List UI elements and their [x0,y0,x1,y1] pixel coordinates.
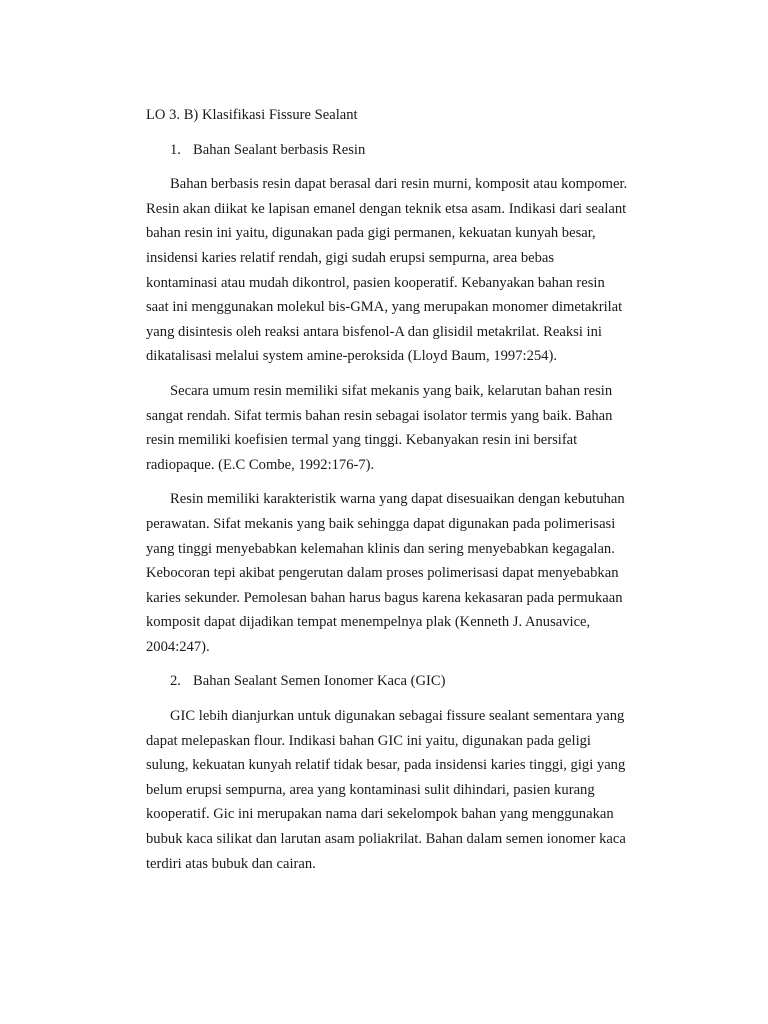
paragraph-line: terdiri atas bubuk dan cairan. [146,855,316,872]
section-2-title: Bahan Sealant Semen Ionomer Kaca (GIC) [193,673,446,690]
section-2-number: 2. [170,673,181,690]
paragraph-line: 2004:247). [146,638,210,655]
paragraph-line: radiopaque. (E.C Combe, 1992:176-7). [146,456,375,473]
paragraph-line: bubuk kaca silikat dan larutan asam poliakrilat. Bahan dalam semen ionomer kaca [146,831,626,848]
paragraph-line: belum erupsi sempurna, area yang kontaminasi sulit dihindari, pasien kurang [146,781,595,798]
paragraph-resin-characteristics [146,487,660,659]
paragraph-line: Kebocoran tepi akibat pengerutan dalam proses polimerisasi dapat menyebabkan [146,565,619,582]
paragraph-line: Resin akan diikat ke lapisan emanel dengan teknik etsa asam. Indikasi dari sealant [146,200,627,217]
paragraph-line: sulung, kekuatan kunyah relatif tidak besar, pada insidensi karies tinggi, gigi yang [146,757,626,774]
paragraph-line: insidensi karies relatif rendah, gigi sudah erupsi sempurna, area bebas [146,249,555,266]
paragraph-line: GIC lebih dianjurkan untuk digunakan sebagai fissure sealant sementara yang [170,708,625,725]
paragraph-line: kooperatif. Gic ini merupakan nama dari sekelompok bahan yang menggunakan [146,806,614,823]
paragraph-line: saat ini menggunakan molekul bis-GMA, yang merupakan monomer dimetakrilat [146,299,623,316]
document-heading: LO 3. B) Klasifikasi Fissure Sealant [146,107,358,123]
paragraph-line: yang disintesis oleh reaksi antara bisfenol-A dan glisidil metakrilat. Reaksi ini [146,323,602,340]
paragraph-line: Bahan berbasis resin dapat berasal dari resin murni, komposit atau kompomer. [170,176,628,193]
paragraph-line: Secara umum resin memiliki sifat mekanis yang baik, kelarutan bahan resin [170,382,613,399]
paragraph-line: kontaminasi atau mudah dikontrol, pasien kooperatif. Kebanyakan bahan resin [146,274,605,291]
paragraph-line: perawatan. Sifat mekanis yang baik sehingga dapat digunakan pada polimerisasi [146,515,616,532]
paragraph-gic [146,704,660,876]
section-1-title: Bahan Sealant berbasis Resin [193,141,366,158]
paragraph-line: resin memiliki koefisien termal yang tinggi. Kebanyakan resin ini bersifat [146,432,578,449]
section-1-number: 1. [170,141,181,158]
paragraph-line: karies sekunder. Pemolesan bahan harus bagus karena kekasaran pada permukaan [146,589,623,606]
paragraph-resin-intro [146,172,660,369]
paragraph-line: dapat melepaskan flour. Indikasi bahan GIC ini yaitu, digunakan pada geligi [146,732,591,749]
section-2-heading [146,669,660,694]
paragraph-line: yang tinggi menyebabkan kelemahan klinis dan sering menyebabkan kegagalan. [146,540,615,557]
paragraph-line: Resin memiliki karakteristik warna yang dapat disesuaikan dengan kebutuhan [170,491,625,508]
section-1-heading [146,138,660,163]
paragraph-line: komposit dapat dijadikan tempat menempelnya plak (Kenneth J. Anusavice, [146,614,591,631]
document-body [146,103,660,886]
paragraph-line: sangat rendah. Sifat termis bahan resin sebagai isolator termis yang baik. Bahan [146,407,613,424]
paragraph-resin-properties [146,379,660,477]
paragraph-line: dikatalisasi melalui system amine-peroksida (Lloyd Baum, 1997:254). [146,348,557,365]
paragraph-line: bahan resin ini yaitu, digunakan pada gigi permanen, kekuatan kunyah besar, [146,225,596,242]
